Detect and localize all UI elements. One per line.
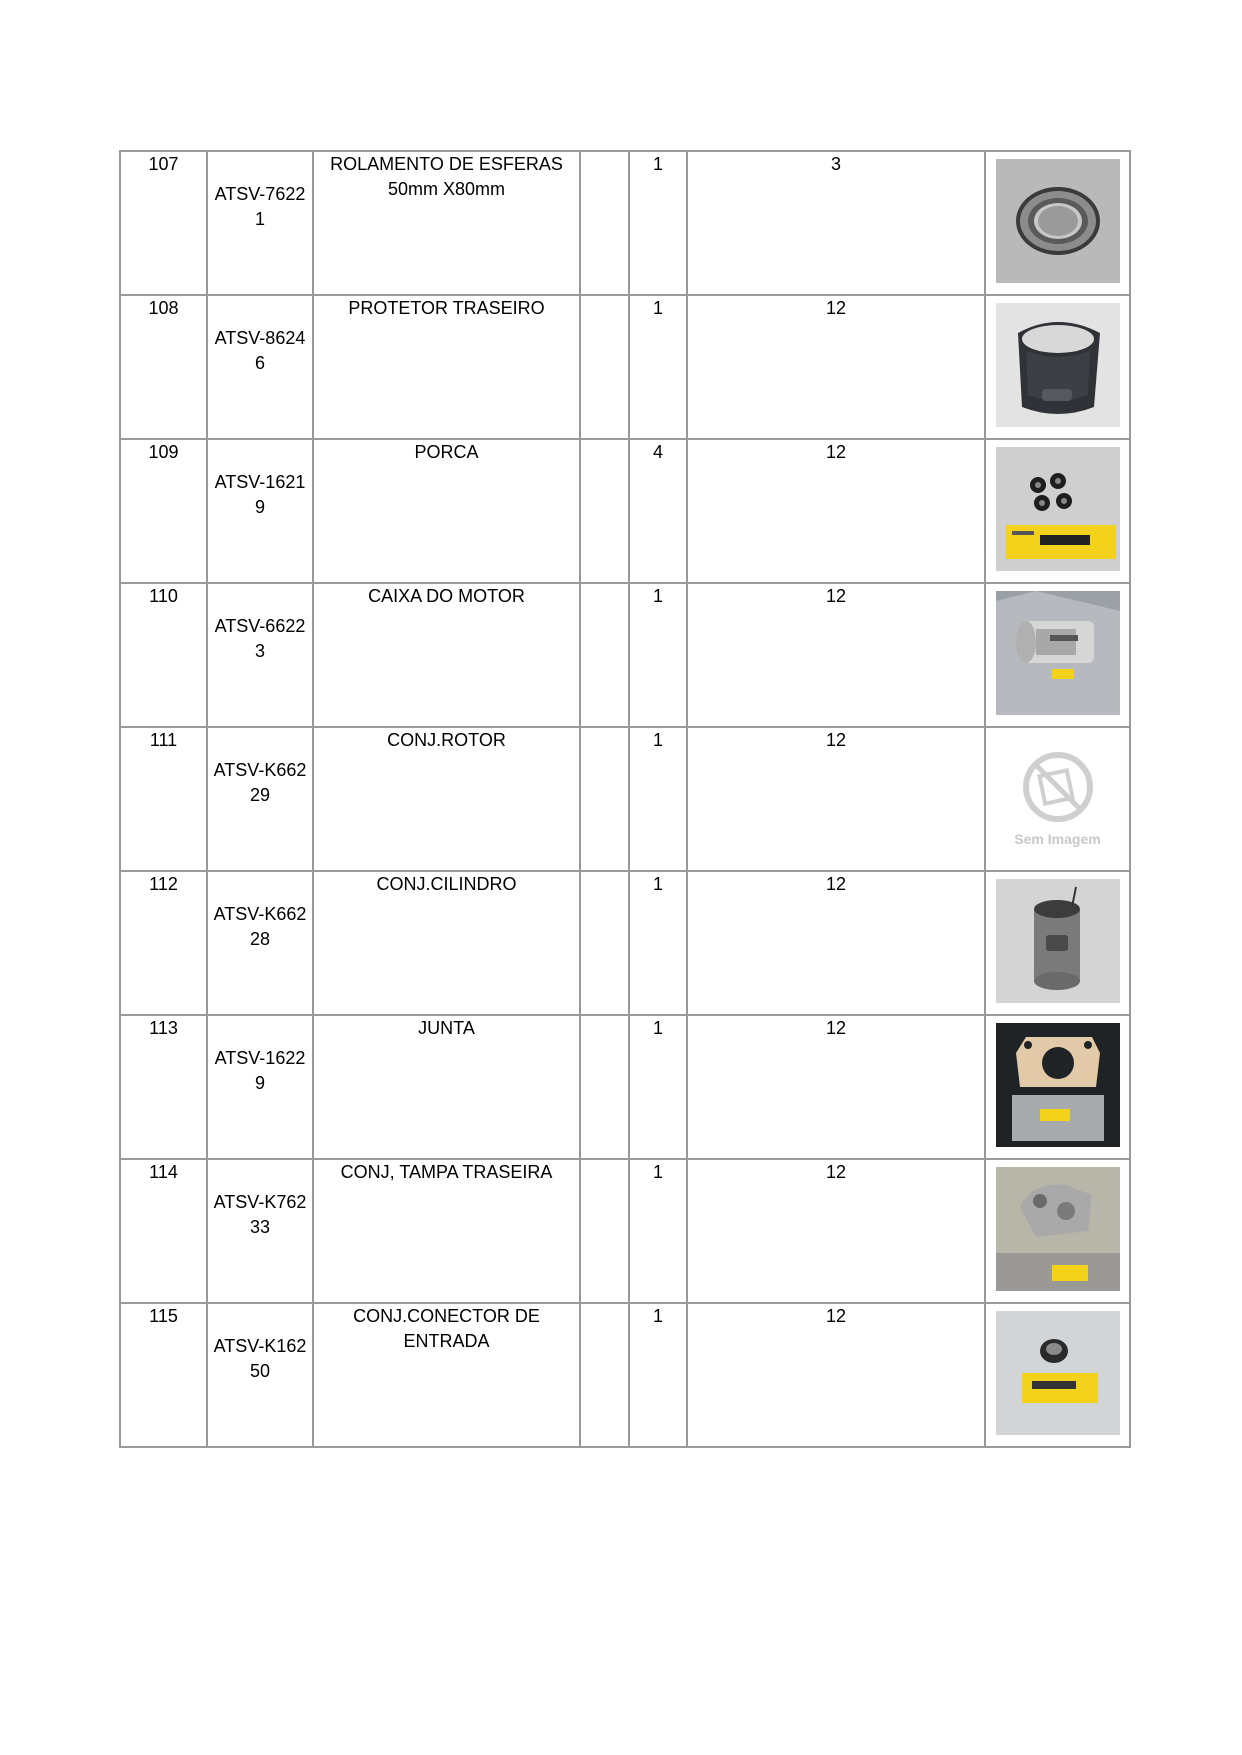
part-code: ATSV-8624 6	[207, 295, 313, 439]
item-number: 107	[120, 151, 207, 295]
part-code: ATSV-K662 28	[207, 871, 313, 1015]
part-description: ROLAMENTO DE ESFERAS 50mm X80mm	[313, 151, 580, 295]
value-cell: 12	[687, 1303, 985, 1447]
table-row	[120, 151, 1130, 295]
empty-cell	[580, 727, 629, 871]
gasket-photo	[996, 1023, 1120, 1147]
no-image-placeholder	[996, 735, 1120, 859]
inlet-connector-photo	[996, 1311, 1120, 1435]
value-cell: 12	[687, 1015, 985, 1159]
quantity: 1	[629, 1015, 687, 1159]
part-description: CONJ.ROTOR	[313, 727, 580, 871]
part-image-cell	[985, 1015, 1130, 1159]
empty-cell	[580, 871, 629, 1015]
quantity: 1	[629, 871, 687, 1015]
part-image-cell	[985, 439, 1130, 583]
part-code: ATSV-K662 29	[207, 727, 313, 871]
part-image-cell	[985, 1303, 1130, 1447]
empty-cell	[580, 1015, 629, 1159]
nuts-photo	[996, 447, 1120, 571]
value-cell: 12	[687, 1159, 985, 1303]
item-number: 115	[120, 1303, 207, 1447]
item-number: 108	[120, 295, 207, 439]
part-image-cell	[985, 727, 1130, 871]
quantity: 1	[629, 727, 687, 871]
value-cell: 12	[687, 295, 985, 439]
quantity: 1	[629, 1159, 687, 1303]
empty-cell	[580, 439, 629, 583]
part-image-cell	[985, 295, 1130, 439]
table-row	[120, 439, 1130, 583]
table-row	[120, 1303, 1130, 1447]
value-cell: 12	[687, 583, 985, 727]
empty-cell	[580, 583, 629, 727]
part-description: CAIXA DO MOTOR	[313, 583, 580, 727]
quantity: 1	[629, 1303, 687, 1447]
part-description: JUNTA	[313, 1015, 580, 1159]
item-number: 111	[120, 727, 207, 871]
empty-cell	[580, 151, 629, 295]
part-image-cell	[985, 151, 1130, 295]
quantity: 4	[629, 439, 687, 583]
rear-guard-photo	[996, 303, 1120, 427]
item-number: 114	[120, 1159, 207, 1303]
value-cell: 12	[687, 727, 985, 871]
value-cell: 3	[687, 151, 985, 295]
value-cell: 12	[687, 439, 985, 583]
table-row	[120, 583, 1130, 727]
quantity: 1	[629, 295, 687, 439]
part-code: ATSV-6622 3	[207, 583, 313, 727]
value-cell: 12	[687, 871, 985, 1015]
item-number: 109	[120, 439, 207, 583]
quantity: 1	[629, 583, 687, 727]
part-description: PORCA	[313, 439, 580, 583]
placeholder-label: Sem Imagem	[1014, 831, 1101, 847]
part-code: ATSV-1622 9	[207, 1015, 313, 1159]
part-code: ATSV-K762 33	[207, 1159, 313, 1303]
quantity: 1	[629, 151, 687, 295]
table-row	[120, 1015, 1130, 1159]
part-code: ATSV-7622 1	[207, 151, 313, 295]
bearing-photo	[996, 159, 1120, 283]
empty-cell	[580, 1159, 629, 1303]
cylinder-photo	[996, 879, 1120, 1003]
part-description: CONJ.CILINDRO	[313, 871, 580, 1015]
part-code: ATSV-1621 9	[207, 439, 313, 583]
motor-housing-photo	[996, 591, 1120, 715]
empty-cell	[580, 295, 629, 439]
item-number: 113	[120, 1015, 207, 1159]
part-description: CONJ.CONECTOR DE ENTRADA	[313, 1303, 580, 1447]
part-description: CONJ, TAMPA TRASEIRA	[313, 1159, 580, 1303]
empty-cell	[580, 1303, 629, 1447]
table-row	[120, 1159, 1130, 1303]
item-number: 112	[120, 871, 207, 1015]
table-row	[120, 295, 1130, 439]
item-number: 110	[120, 583, 207, 727]
part-code: ATSV-K162 50	[207, 1303, 313, 1447]
part-description: PROTETOR TRASEIRO	[313, 295, 580, 439]
part-image-cell	[985, 1159, 1130, 1303]
part-image-cell	[985, 583, 1130, 727]
rear-cover-photo	[996, 1167, 1120, 1291]
table-row	[120, 871, 1130, 1015]
part-image-cell	[985, 871, 1130, 1015]
table-row	[120, 727, 1130, 871]
parts-table	[119, 150, 1131, 1448]
